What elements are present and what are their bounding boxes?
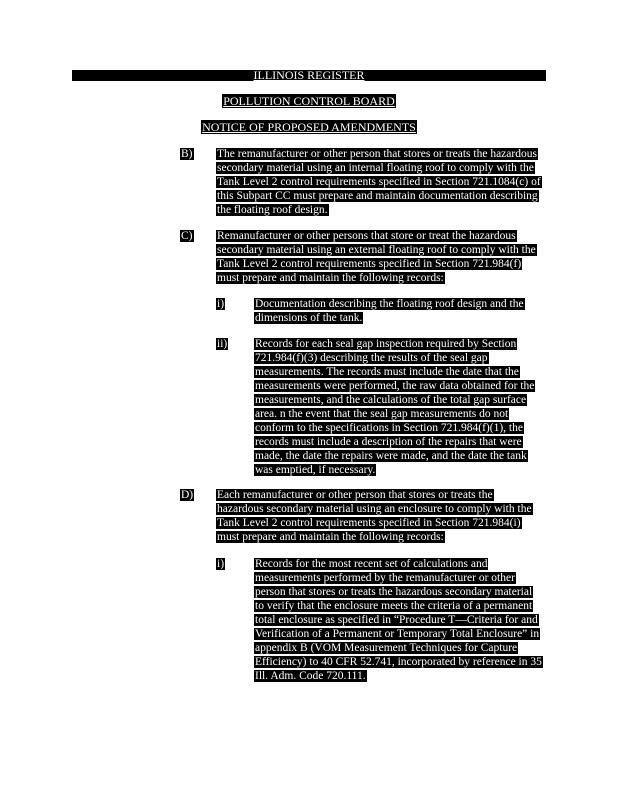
item-c-label: C) [181,230,193,242]
board-title: POLLUTION CONTROL BOARD [223,94,395,108]
item-c-ii-label: ii) [217,338,228,350]
item-c-text: Remanufacturer or other persons that store or treat the hazardous secondary material using an external floating roof to comply with the Tank Level 2 control requirements specified in Section 721.984(f) must prepare and maintain the following records: [217,230,536,284]
item-c-ii-text: Records for each seal gap inspection required by Section 721.984(f)(3) describing the results of the seal gap measurements. The records must include the date that the measurements were performed, the raw data obtained for the measurements, and the calculations of the total gap surface area. n the event that the seal gap measurements do not conform to the specifications in Section 721.984(f)(1), the records must include a description of the repairs that were made, the date the repairs were made, and the date the tank was emptied, if necessary. [255,338,535,476]
item-d-i-text: Records for the most recent set of calculations and measurements performed by the remanufacturer or other person that stores or treats the hazardous secondary material to verify that the enclosure meets the criteria of a permanent total enclosure as specified in “Procedure T—Criteria for and Verification of a Permanent or Temporary Total Enclosure” in appendix B (VOM Measurement Techniques for Capture Efficiency) to 40 CFR 52.741, incorporated by reference in 35 Ill. Adm. Code 720.111. [255,558,542,682]
item-d-label: D) [181,489,194,501]
notice-title: NOTICE OF PROPOSED AMENDMENTS [202,120,416,134]
item-d-text: Each remanufacturer or other person that stores or treats the hazardous secondary material using an enclosure to comply with the Tank Level 2 control requirements specified in Section 721.984(i) must prepare and maintain the following records: [217,489,532,543]
item-b-label: B) [181,148,193,160]
item-d-i-label: i) [217,558,225,570]
item-c-i-text: Documentation describing the floating roof design and the dimensions of the tank. [255,298,524,324]
register-title: ILLINOIS REGISTER [253,68,365,82]
item-b-text: The remanufacturer or other person that stores or treats the hazardous secondary material using an internal floating roof to comply with the Tank Level 2 control requirements specified in Section 721.1084(c) of this Subpart CC must prepare and maintain documentation describing the floating roof design. [217,148,541,216]
item-c-i-label: i) [217,298,225,310]
